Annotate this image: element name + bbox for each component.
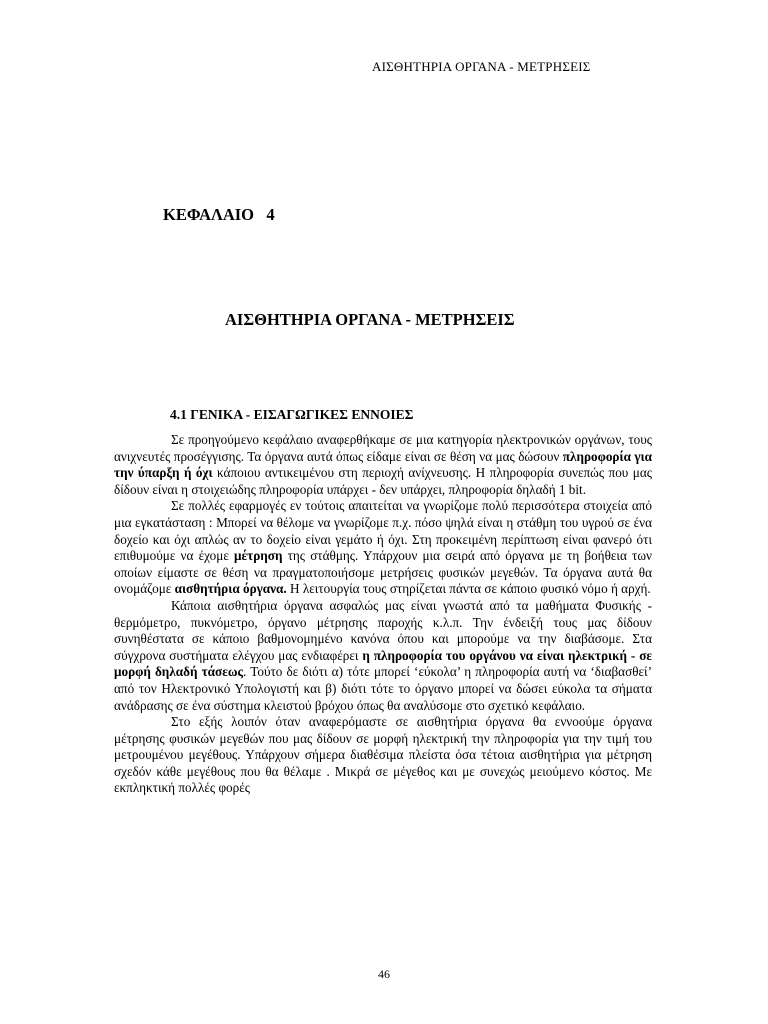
chapter-title: ΑΙΣΘΗΤΗΡΙΑ ΟΡΓΑΝΑ - ΜΕΤΡΗΣΕΙΣ (225, 310, 515, 329)
section-heading: 4.1 ΓΕΝΙΚΑ - ΕΙΣΑΓΩΓΙΚΕΣ ΕΝΝΟΙΕΣ (170, 407, 414, 422)
paragraph-3-text: Κάποια αισθητήρια όργανα ασφαλώς μας είναι γνωστά από τα μαθήματα Φυσικής - θερμόμετρο, πυκνόμετρο, όργανο μέτρησης παροχής κ.λ.π. Την ένδειξή τους μας δίδουν συνηθέστατα σε κάποιο βαθμονομημένο κανόνα όπου και μπορούμε να την διαβάσομε. Στα σύγχρονα συστήματα ελέγχου μας ενδιαφέρει (114, 597, 652, 663)
paragraph-1-emphasis: πληροφορία για την ύπαρξη ή όχι (114, 448, 653, 481)
paragraph-2-text-end: Η λειτουργία τους στηρίζεται πάντα σε κάποιο φυσικό νόμο ή αρχή. (286, 581, 651, 597)
paragraph-2-text-mid: της στάθμης. Υπάρχουν μια σειρά από όργανα με τη βοήθεια των οποίων είμαστε σε θέση να πραγματοποιήσομε μετρήσεις φυσικών μεγεθών. Τα όργανα αυτά θα ονομάζομε (114, 548, 652, 597)
paragraph-3-text-end: . Τούτο δε διότι α) τότε μπορεί ‘εύκολα’ η πληροφορία αυτή να ‘διαβασθεί’ από τον Ηλεκτρονικό Υπολογιστή και β) διότι τότε το όργανο μπορεί να δώσει εύκολα τα σήματα ανάδρασης σε ένα σύστημα κλειστού βρόχου όπως θα αναλύσομε στο σχετικό κεφάλαιο. (114, 664, 652, 713)
chapter-label: ΚΕΦΑΛΑΙΟ 4 (163, 205, 275, 224)
paragraph-2 (114, 498, 652, 598)
paragraph-1-text: Σε προηγούμενο κεφάλαιο αναφερθήκαμε σε μια κατηγορία ηλεκτρονικών οργάνων, τους ανιχνευτές προσέγγισης. Τα όργανα αυτά όπως είδαμε είναι σε θέση να μας δώσουν (114, 432, 652, 464)
paragraph-4 (114, 714, 652, 797)
paragraph-3-emphasis: η πληροφορία του οργάνου να είναι ηλεκτρική - σε μορφή δηλαδή τάσεως (114, 647, 653, 680)
paragraph-1 (114, 432, 652, 498)
paragraph-2-emphasis-sensors: αισθητήρια όργανα. (174, 581, 287, 597)
paragraph-2-emphasis-measurement: μέτρηση (234, 548, 283, 564)
paragraph-1-text-end: κάποιου αντικειμένου στη περιοχή ανίχνευσης. Η πληροφορία συνεπώς που μας δίδουν είναι η στοιχειώδης πληροφορία υπάρχει - δεν υπάρχει, πληροφορία δηλαδή 1 bit. (114, 465, 652, 497)
paragraph-4-text: Στο εξής λοιπόν όταν αναφερόμαστε σε αισθητήρια όργανα θα εννοούμε όργανα μέτρησης φυσικών μεγεθών που μας δίδουν σε μορφή ηλεκτρική την πληροφορία για την τιμή του μετρουμένου μεγέθους. Υπάρχουν σήμερα διαθέσιμα πλείστα όσα τέτοια αισθητήρια για μέτρηση σχεδόν κάθε μεγέθους που θα θέλαμε . Μικρά σε μέγεθος και με συνεχώς μειούμενο κόστος. Με εκπληκτική πολλές φορές (114, 714, 652, 796)
body-text (114, 432, 652, 797)
running-header: ΑΙΣΘΗΤΗΡΙΑ ΟΡΓΑΝΑ - ΜΕΤΡΗΣΕΙΣ (372, 59, 591, 74)
paragraph-3 (114, 598, 652, 714)
paragraph-2-text: Σε πολλές εφαρμογές εν τούτοις απαιτείται να γνωρίζομε πολύ περισσότερα στοιχεία από μια εγκατάσταση : Μπορεί να θέλομε να γνωρίζομε π.χ. πόσο ψηλά είναι η στάθμη του υγρού σε ένα δοχείο και όχι απλώς αν το δοχείο είναι γεμάτο ή όχι. Στη προκειμένη περίπτωση είναι φανερό ότι επιθυμούμε να έχομε (114, 498, 652, 564)
page-number: 46 (378, 967, 390, 981)
